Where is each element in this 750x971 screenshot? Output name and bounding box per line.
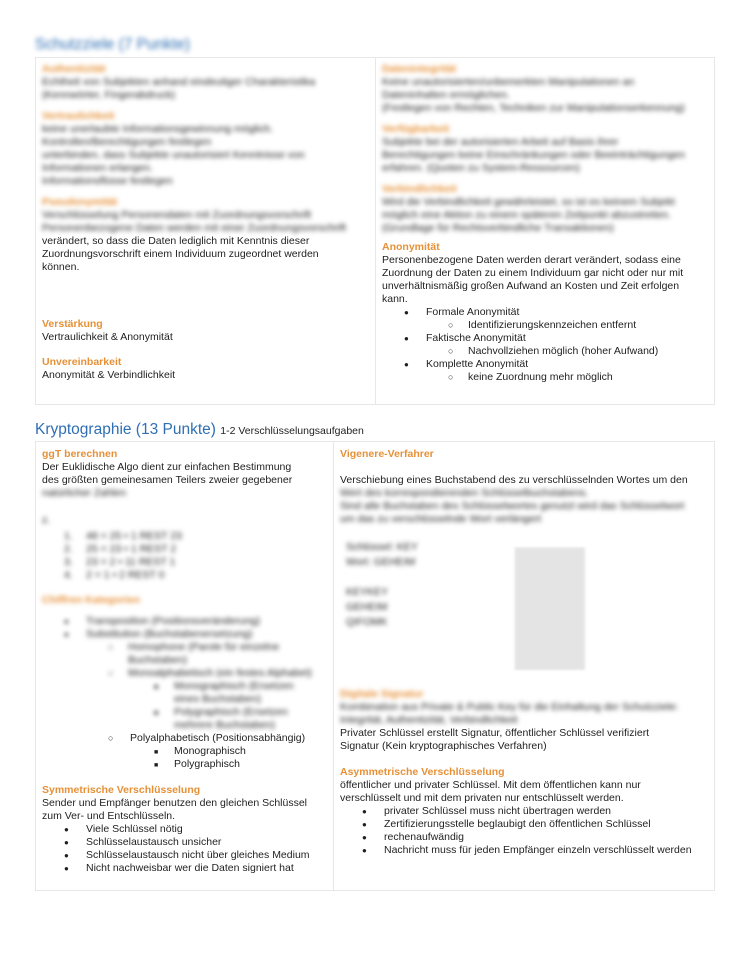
text-line: Dateninhalten ermöglichen. xyxy=(382,89,510,101)
heading-signatur: Digitale Signatur xyxy=(340,688,424,700)
asymmetrisch-list xyxy=(340,805,712,857)
text-line: Informationsflüsse festlegen xyxy=(42,175,173,187)
list-item xyxy=(42,836,332,849)
list-item-label: Faktische Anonymität xyxy=(426,332,526,344)
section-title-kryptographie xyxy=(35,423,364,438)
text-line: (Festlegen von Rechten, Techniken zur Manipulationserkennung) xyxy=(382,102,685,114)
list-item-label: ■ Polygraphisch (Ersetzen xyxy=(174,706,288,718)
text-unvereinbarkeit: Anonymität & Verbindlichkeit xyxy=(42,369,176,381)
list-item-label: Identifizierungskennzeichen entfernt xyxy=(468,319,637,331)
list-item-label: ■ Monographisch (Ersetzen xyxy=(174,680,294,692)
text-line: unterbinden, dass Subjekte unautorisiert Kenntnisse von xyxy=(42,149,305,161)
list-item-label: Nicht nachweisbar wer die Daten signiert hat xyxy=(86,862,294,874)
text-line: Wert des korrespondierenden Schlüsselbuchstabens. xyxy=(340,487,589,499)
text-line: Informationen erlangen. xyxy=(42,162,153,174)
schutzziele-left-column xyxy=(42,63,372,382)
list-item xyxy=(42,680,332,706)
heading-anonymitaet: Anonymität xyxy=(382,241,440,253)
list-item-label: Zertifizierungsstelle beglaubigt den öffentlichen Schlüssel xyxy=(384,818,651,830)
list-item-label: Polyalphabetisch (Positionsabhängig) xyxy=(130,732,306,744)
text-line: verschlüsselt und mit dem privaten nur entschlüsselt werden. xyxy=(340,792,624,804)
text-line: Kontrollen/Berechtigungen festlegen xyxy=(42,136,212,148)
heading-chiffren: Chiffren Kategorien xyxy=(42,594,141,606)
text-line: Privater Schlüssel erstellt Signatur, öffentlicher Schlüssel verifiziert xyxy=(340,727,650,739)
list-item-label: Monoalphabetisch (ein festes Alphabet) xyxy=(128,667,312,679)
text-line: Verschlüsselung Personendaten mit Zuordnungsvorschrift xyxy=(42,209,312,221)
text-line: Sender und Empfänger benutzen den gleichen Schlüssel xyxy=(42,797,308,809)
text-line: um das zu verschlüsselnde Wort verlängert xyxy=(340,513,542,525)
list-item-label: 23 = 2 • 11 REST 1 xyxy=(86,556,176,568)
text-line: natürlicher Zahlen xyxy=(42,487,127,499)
list-item xyxy=(382,319,712,332)
list-item-label: keine Zuordnung mehr möglich xyxy=(468,371,613,383)
list-item-label: Buchstaben) xyxy=(128,654,187,666)
list-item-label: Komplette Anonymität xyxy=(426,358,529,370)
text-line: Echtheit von Subjekten anhand eindeutiger Charakteristika xyxy=(42,76,316,88)
example-label: z. xyxy=(42,514,51,526)
ggt-steps xyxy=(42,530,332,582)
text-line: unverhältnismäßig großen Aufwand an Kosten und Zeit erfolgen xyxy=(382,280,680,292)
text-line: öffentlicher und privater Schlüssel. Mit dem öffentlichen kann nur xyxy=(340,779,641,791)
text-line: kann. xyxy=(382,293,408,305)
list-item xyxy=(42,823,332,836)
text-line: erfahren. (Quoten zu System-Ressourcen) xyxy=(382,162,580,174)
section-title-text: Kryptographie (13 Punkte) xyxy=(35,421,216,438)
heading-unvereinbarkeit: Unvereinbarkeit xyxy=(42,356,122,368)
text-line: Zuordnungsvorschrift einem Individuum zugeordnet werden xyxy=(42,248,319,260)
text-line: möglich eine Aktion zu einem späteren Zeitpunkt abzustreiten. xyxy=(382,209,671,221)
example-line: Wort: GEHEIM xyxy=(346,556,416,568)
heading-authentizitaet: Authentizität xyxy=(42,63,106,75)
list-item: 2. 25 = 23 • 1 REST 2 xyxy=(64,543,177,555)
text-line: Wird die Verbindlichkeit gewährleistet, so ist es keinem Subjekt xyxy=(382,196,675,208)
list-item: 4. 2 = 1 • 2 REST 0 xyxy=(64,569,165,581)
list-item xyxy=(340,844,712,857)
text-line: Personenbezogene Daten werden derart verändert, sodass eine xyxy=(382,254,681,266)
list-item xyxy=(42,615,332,628)
example-line: KEYKEY xyxy=(346,586,389,598)
text-line: Integrität, Authentizität, Verbindlichkeit xyxy=(340,714,518,726)
list-item xyxy=(340,831,712,844)
list-item-label: 48 = 25 • 1 REST 23 xyxy=(86,530,183,542)
example-line: Schlüssel: KEY xyxy=(346,541,418,553)
chiffren-list xyxy=(42,615,332,641)
heading-vertraulichkeit: Vertraulichkeit xyxy=(42,110,115,122)
list-item-label: Formale Anonymität xyxy=(426,306,520,318)
heading-ggt: ggT berechnen xyxy=(42,448,118,460)
list-item-label: 25 = 23 • 1 REST 2 xyxy=(86,543,177,555)
text-line: Subjekte bei der autorisierten Arbeit auf Basis ihrer xyxy=(382,136,619,148)
text-line: Verschiebung eines Buchstabend des zu verschlüsselnden Wortes um den xyxy=(340,474,688,486)
list-item-label: privater Schlüssel muss nicht übertragen werden xyxy=(384,805,612,817)
list-item xyxy=(382,345,712,358)
list-item xyxy=(340,805,712,818)
list-item xyxy=(382,306,712,319)
heading-symmetrisch: Symmetrische Verschlüsselung xyxy=(42,784,201,796)
text-line: keine unerlaubte Informationsgewinnung möglich. xyxy=(42,123,274,135)
text-line: Personenbezogene Daten werden mit einer Zuordnungsvorschrift xyxy=(42,222,347,234)
list-item xyxy=(42,667,332,680)
list-item-label: Substitution (Buchstabenersetzung) xyxy=(86,628,253,640)
heading-asymmetrisch: Asymmetrische Verschlüsselung xyxy=(340,766,505,778)
list-item xyxy=(42,732,332,745)
text-line: Kombination aus Private & Public Key für die Einhaltung der Schutzziele: xyxy=(340,701,679,713)
anonymitaet-list xyxy=(382,306,712,319)
list-item-label: ○ Homophone (Parole für einzelne xyxy=(128,641,280,653)
example-line: QIFOMK xyxy=(346,616,388,628)
list-item xyxy=(42,862,332,875)
schutzziele-right-column xyxy=(382,63,712,384)
text-line: verändert, so dass die Daten lediglich mit Kenntnis dieser xyxy=(42,235,310,247)
symmetrisch-list xyxy=(42,823,332,875)
list-item xyxy=(42,849,332,862)
list-item xyxy=(42,628,332,641)
text-line: Zuordnung der Daten zu einem Individuum gar nicht oder nur mit xyxy=(382,267,684,279)
list-item: 1. 48 = 25 • 1 REST 23 xyxy=(64,530,183,542)
heading-verfuegbarkeit: Verfügbarkeit xyxy=(382,123,450,135)
text-line: (Grundlage für Rechtsverbindliche Transaktionen) xyxy=(382,222,614,234)
heading-verbindlichkeit: Verbindlichkeit xyxy=(382,183,457,195)
list-item xyxy=(42,641,332,667)
list-item-label: mehrere Buchstaben) xyxy=(174,719,275,731)
text-line: Signatur (Kein kryptographisches Verfahren) xyxy=(340,740,547,752)
list-item xyxy=(382,332,712,345)
text-line: Keine unautorisierten/unbemerkten Manipulationen an xyxy=(382,76,635,88)
text-line: Berechtigungen keine Einschränkungen oder Beeinträchtigungen xyxy=(382,149,685,161)
list-item xyxy=(382,358,712,371)
section-title-schutzziele: Schutzziele (7 Punkte) xyxy=(35,36,191,53)
section-subtitle: 1-2 Verschlüsselungsaufgaben xyxy=(220,425,364,437)
heading-datenintegritaet: Datenintegrität xyxy=(382,63,457,75)
list-item xyxy=(340,818,712,831)
text-verstaerkung: Vertraulichkeit & Anonymität xyxy=(42,331,173,343)
kryptographie-left-column xyxy=(42,448,332,875)
column-divider xyxy=(375,57,376,405)
vigenere-square-image xyxy=(515,548,585,670)
list-item-label: 2 = 1 • 2 REST 0 xyxy=(86,569,165,581)
text-line: Sind alle Buchstaben des Schlüsselwortes genutzt wird das Schlüsselwort xyxy=(340,500,685,512)
list-item-label: Monographisch xyxy=(174,745,246,757)
list-item-label: Transposition (Positionsveränderung) xyxy=(86,615,261,627)
list-item-label: Viele Schlüssel nötig xyxy=(86,823,183,835)
column-divider xyxy=(333,441,334,891)
list-item-label: eines Buchstaben) xyxy=(174,693,261,705)
text-line: Der Euklidische Algo dient zur einfachen Bestimmung xyxy=(42,461,292,473)
list-item-label: Polygraphisch xyxy=(174,758,240,770)
list-item xyxy=(42,745,332,758)
list-item xyxy=(42,758,332,771)
list-item-label: Nachvollziehen möglich (hoher Aufwand) xyxy=(468,345,659,357)
list-item-label: Schlüsselaustausch nicht über gleiches Medium xyxy=(86,849,310,861)
example-line: GEHEIM xyxy=(346,601,388,613)
list-item-label: rechenaufwändig xyxy=(384,831,464,843)
list-item: 3. 23 = 2 • 11 REST 1 xyxy=(64,556,176,568)
heading-pseudonymitaet: Pseudonymität xyxy=(42,196,118,208)
list-item xyxy=(42,706,332,732)
list-item-label: Nachricht muss für jeden Empfänger einzeln verschlüsselt werden xyxy=(384,844,692,856)
list-item-label: Schlüsselaustausch unsicher xyxy=(86,836,222,848)
text-line: können. xyxy=(42,261,80,273)
heading-vigenere: Vigenere-Verfahrer xyxy=(340,448,434,460)
text-line: des größten gemeinesamen Teilers zweier gegebener xyxy=(42,474,293,486)
text-line: zum Ver- und Entschlüsseln. xyxy=(42,810,176,822)
list-item xyxy=(382,371,712,384)
text-line: (Kennwörter, Fingerabdruck) xyxy=(42,89,176,101)
heading-verstaerkung: Verstärkung xyxy=(42,318,103,330)
